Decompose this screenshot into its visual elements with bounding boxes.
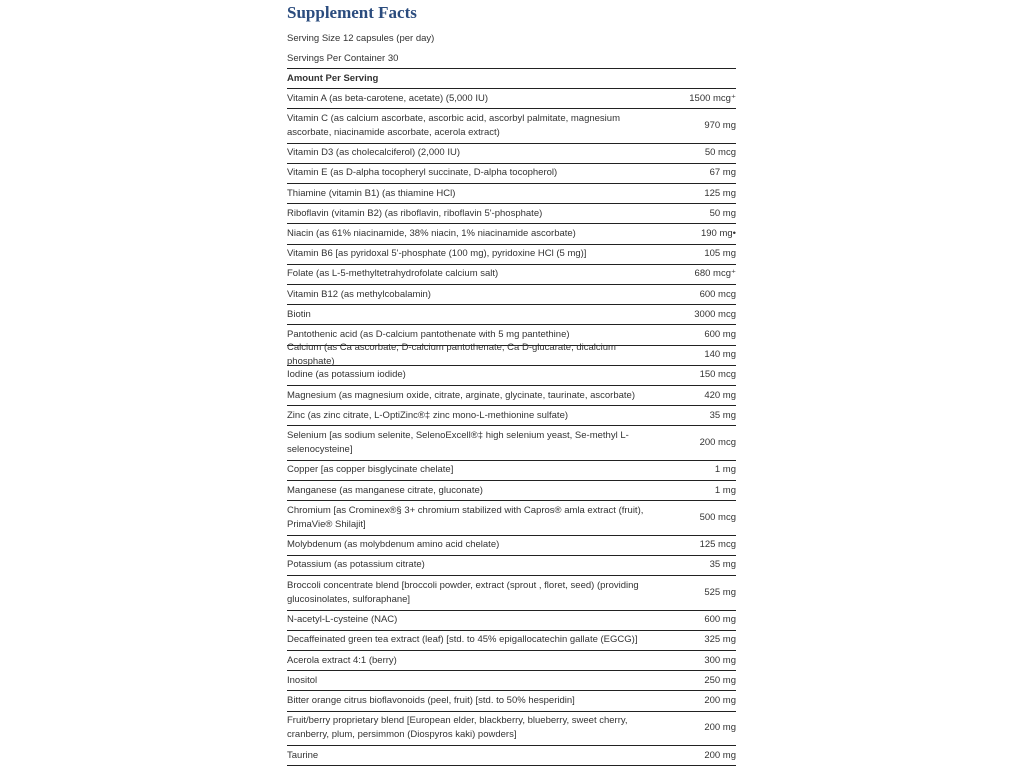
nutrient-amount: 200 mg (704, 694, 736, 706)
table-row (287, 426, 736, 461)
table-row (287, 611, 736, 631)
nutrient-name: Biotin (287, 308, 311, 320)
nutrient-amount: 525 mg (704, 586, 736, 598)
table-row (287, 204, 736, 224)
nutrient-amount: 600 mg (704, 328, 736, 340)
nutrient-name: Potassium (as potassium citrate) (287, 559, 425, 571)
nutrient-amount: 200 mcg (699, 437, 736, 449)
nutrient-amount: 50 mcg (704, 147, 736, 159)
nutrient-name: Vitamin C (as calcium ascorbate, ascorbic acid, ascorbyl palmitate, magnesium ascorbate, niacinamide ascorbate, acerola extract) (287, 112, 620, 138)
table-row (287, 712, 736, 747)
nutrient-name: Decaffeinated green tea extract (leaf) [std. to 45% epigallocatechin gallate (EGCG)] (287, 634, 638, 646)
nutrient-amount: 250 mg (704, 674, 736, 686)
table-row (287, 576, 736, 611)
nutrient-name: Iodine (as potassium iodide) (287, 369, 406, 381)
table-row (287, 245, 736, 265)
nutrient-name: Thiamine (vitamin B1) (as thiamine HCl) (287, 187, 456, 199)
table-row (287, 89, 736, 109)
table-row (287, 536, 736, 556)
nutrient-name: Vitamin B12 (as methylcobalamin) (287, 288, 431, 300)
nutrient-amount: 680 mcg⁺ (694, 268, 736, 280)
nutrient-amount: 67 mg (709, 167, 736, 179)
nutrient-amount: 970 mg (704, 119, 736, 131)
nutrient-amount: 1500 mcg⁺ (689, 92, 736, 104)
nutrient-amount: 35 mg (709, 409, 736, 421)
nutrient-name: Vitamin E (as D-alpha tocopheryl succinate, D-alpha tocopherol) (287, 167, 558, 179)
nutrient-name: Zinc (as zinc citrate, L-OptiZinc®‡ zinc mono-L-methionine sulfate) (287, 409, 569, 421)
nutrient-amount: 200 mg (704, 749, 736, 761)
supplement-facts-panel (287, 0, 736, 766)
table-row (287, 366, 736, 386)
nutrient-amount: 125 mg (704, 187, 736, 199)
nutrient-name: Broccoli concentrate blend [broccoli powder, extract (sprout , floret, seed) (providing glucosinolates, sulforaphane] (287, 579, 639, 605)
table-row (287, 285, 736, 305)
table-row (287, 386, 736, 406)
nutrient-name: Inositol (287, 674, 318, 686)
nutrient-amount: 105 mg (704, 248, 736, 260)
table-row (287, 481, 736, 501)
table-row (287, 342, 736, 368)
table-row (287, 184, 736, 204)
nutrient-name: Chromium [as Crominex®§ 3+ chromium stabilized with Capros® amla extract (fruit), PrimaVie® Shilajit] (287, 504, 644, 530)
nutrient-amount: 3000 mcg (694, 308, 736, 320)
table-row (287, 224, 736, 244)
table-row (287, 501, 736, 536)
nutrient-name: Folate (as L-5-methyltetrahydrofolate calcium salt) (287, 268, 499, 280)
nutrient-amount: 325 mg (704, 634, 736, 646)
nutrient-amount: 600 mcg (699, 288, 736, 300)
nutrient-name: Taurine (287, 749, 319, 761)
nutrient-amount: 35 mg (709, 559, 736, 571)
nutrient-amount: 140 mg (704, 349, 736, 361)
table-row (287, 651, 736, 671)
table-row (287, 631, 736, 651)
table-row (287, 461, 736, 481)
nutrient-amount: 300 mg (704, 654, 736, 666)
nutrient-amount: 1 mg (714, 484, 736, 496)
nutrient-name: Vitamin A (as beta-carotene, acetate) (5,000 IU) (287, 92, 489, 104)
nutrient-name: Magnesium (as magnesium oxide, citrate, arginate, glycinate, taurinate, ascorbate) (287, 389, 635, 401)
nutrient-amount: 420 mg (704, 389, 736, 401)
table-row (287, 109, 736, 144)
nutrient-name: Calcium (as Ca ascorbate, D-calcium pantothenate, Ca D-glucarate, dicalcium phosphate) (287, 342, 616, 368)
nutrient-amount: 50 mg (709, 207, 736, 219)
table-row (287, 746, 736, 766)
nutrient-amount: 500 mcg (699, 511, 736, 523)
table-row (287, 164, 736, 184)
table-row (287, 144, 736, 164)
table-row (287, 406, 736, 426)
nutrient-name: Selenium [as sodium selenite, SelenoExcell®‡ high selenium yeast, Se-methyl L-selenocysteine] (287, 430, 629, 456)
nutrient-name: Bitter orange citrus bioflavonoids (peel, fruit) [std. to 50% hesperidin] (287, 694, 575, 706)
table-row (287, 265, 736, 285)
nutrient-name: Riboflavin (vitamin B2) (as riboflavin, riboflavin 5'-phosphate) (287, 207, 543, 219)
nutrient-name: Copper [as copper bisglycinate chelate] (287, 464, 454, 476)
nutrient-name: Vitamin B6 [as pyridoxal 5'-phosphate (100 mg), pyridoxine HCl (5 mg)] (287, 248, 587, 260)
table-row (287, 305, 736, 325)
nutrient-name: Pantothenic acid (as D-calcium pantothenate with 5 mg pantethine) (287, 328, 570, 340)
nutrient-amount: 200 mg (704, 722, 736, 734)
nutrient-name: Niacin (as 61% niacinamide, 38% niacin, 1% niacinamide ascorbate) (287, 228, 576, 240)
nutrient-name: Vitamin D3 (as cholecalciferol) (2,000 IU) (287, 147, 461, 159)
table-row (287, 691, 736, 711)
nutrient-amount: 150 mcg (699, 369, 736, 381)
nutrient-name: Fruit/berry proprietary blend [European elder, blackberry, blueberry, sweet cherry, cranberry, plum, persimmon (Diospyros kaki) powders] (287, 715, 628, 741)
nutrient-name: N-acetyl-L-cysteine (NAC) (287, 614, 398, 626)
nutrient-amount: 600 mg (704, 614, 736, 626)
nutrient-amount: 190 mg• (700, 228, 736, 240)
table-row (287, 556, 736, 576)
nutrient-name: Acerola extract 4:1 (berry) (287, 654, 397, 666)
serving-size: Serving Size 12 capsules (per day) (287, 33, 435, 44)
nutrient-name: Molybdenum (as molybdenum amino acid chelate) (287, 539, 500, 551)
nutrient-amount: 1 mg (714, 464, 736, 476)
page-title: Supplement Facts (287, 3, 417, 22)
table-row (287, 671, 736, 691)
nutrient-amount: 125 mcg (699, 539, 736, 551)
servings-per-container: Servings Per Container 30 (287, 52, 399, 64)
nutrient-name: Manganese (as manganese citrate, gluconate) (287, 484, 483, 496)
amount-per-serving-header: Amount Per Serving (287, 68, 736, 88)
facts-table (287, 88, 736, 766)
